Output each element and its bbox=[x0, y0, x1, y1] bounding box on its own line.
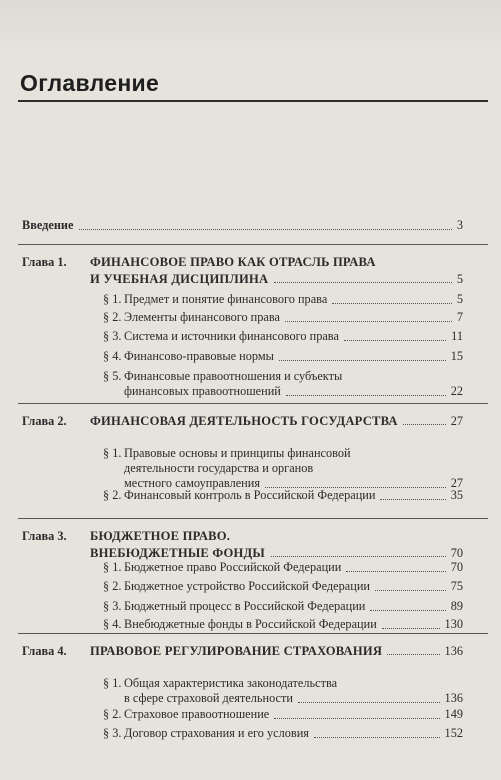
page-number: 89 bbox=[450, 599, 463, 613]
section-title-line: деятельности государства и органов bbox=[124, 461, 314, 475]
section-title-line: Элементы финансового права bbox=[124, 310, 280, 324]
chapter-divider bbox=[18, 518, 488, 519]
chapter-label: Глава 1. bbox=[22, 255, 67, 269]
dot-leader bbox=[332, 303, 452, 304]
dot-leader bbox=[286, 395, 446, 396]
section-title-line: Общая характеристика законодательства bbox=[124, 676, 338, 690]
chapter-title-line: И УЧЕБНАЯ ДИСЦИПЛИНА bbox=[90, 272, 269, 286]
page-number: 75 bbox=[450, 579, 463, 593]
section-number: § 2. bbox=[103, 579, 122, 593]
page-number: 3 bbox=[456, 218, 463, 232]
section-number: § 1. bbox=[103, 676, 122, 690]
chapter-divider bbox=[18, 244, 488, 245]
page-title: Оглавление bbox=[20, 70, 160, 96]
chapter-title-line: ФИНАНСОВАЯ ДЕЯТЕЛЬНОСТЬ ГОСУДАРСТВА bbox=[90, 414, 398, 428]
chapter-title-line: ФИНАНСОВОЕ ПРАВО КАК ОТРАСЛЬ ПРАВА bbox=[90, 255, 376, 269]
page-number: 152 bbox=[444, 726, 463, 740]
dot-leader bbox=[274, 718, 439, 719]
section-number: § 1. bbox=[103, 560, 122, 574]
dot-leader bbox=[344, 340, 446, 341]
section-title-line: Правовые основы и принципы финансовой bbox=[124, 446, 351, 460]
page-number: 15 bbox=[450, 349, 463, 363]
dot-leader bbox=[314, 737, 440, 738]
dot-leader bbox=[387, 654, 440, 655]
dot-leader bbox=[375, 590, 446, 591]
page-number: 136 bbox=[444, 644, 463, 658]
chapter-divider bbox=[18, 403, 488, 404]
section-title-line: Система и источники финансового права bbox=[124, 329, 339, 343]
dot-leader bbox=[274, 282, 452, 283]
faded-header-strip bbox=[0, 0, 501, 58]
chapter-title-line: ВНЕБЮДЖЕТНЫЕ ФОНДЫ bbox=[90, 546, 265, 560]
section-title-line: Бюджетный процесс в Российской Федерации bbox=[124, 599, 366, 613]
dot-leader bbox=[271, 556, 446, 557]
chapter-title-line: БЮДЖЕТНОЕ ПРАВО. bbox=[90, 529, 231, 543]
section-number: § 4. bbox=[103, 349, 122, 363]
chapter-label: Глава 4. bbox=[22, 644, 67, 658]
page-number: 5 bbox=[456, 292, 463, 306]
section-title-line: Бюджетное устройство Российской Федерации bbox=[124, 579, 370, 593]
page-number: 27 bbox=[450, 414, 463, 428]
section-title-line: в сфере страховой деятельности bbox=[124, 691, 293, 705]
dot-leader bbox=[298, 702, 440, 703]
page-number: 22 bbox=[450, 384, 463, 398]
section-number: § 2. bbox=[103, 488, 122, 502]
dot-leader bbox=[285, 321, 452, 322]
section-title-line: финансовых правоотношений bbox=[124, 384, 281, 398]
section-title-line: Страховое правоотношение bbox=[124, 707, 270, 721]
section-number: § 3. bbox=[103, 726, 122, 740]
dot-leader bbox=[370, 610, 445, 611]
title-rule bbox=[18, 100, 488, 102]
section-number: § 3. bbox=[103, 329, 122, 343]
page-number: 136 bbox=[444, 691, 463, 705]
page-number: 27 bbox=[450, 476, 463, 490]
page-number: 130 bbox=[444, 617, 463, 631]
page-number: 149 bbox=[444, 707, 463, 721]
dot-leader bbox=[380, 499, 445, 500]
dot-leader bbox=[79, 229, 451, 230]
chapter-label: Глава 3. bbox=[22, 529, 67, 543]
section-number: § 3. bbox=[103, 599, 122, 613]
section-title-line: местного самоуправления bbox=[124, 476, 260, 490]
page-number: 5 bbox=[456, 272, 463, 286]
section-number: § 1. bbox=[103, 292, 122, 306]
dot-leader bbox=[382, 628, 440, 629]
section-title-line: Договор страхования и его условия bbox=[124, 726, 309, 740]
section-title-line: Финансово-правовые нормы bbox=[124, 349, 274, 363]
section-title-line: Предмет и понятие финансового права bbox=[124, 292, 328, 306]
section-number: § 2. bbox=[103, 707, 122, 721]
section-title-line: Финансовые правоотношения и субъекты bbox=[124, 369, 343, 383]
chapter-title-line: ПРАВОВОЕ РЕГУЛИРОВАНИЕ СТРАХОВАНИЯ bbox=[90, 644, 383, 658]
chapter-divider bbox=[18, 633, 488, 634]
section-number: § 5. bbox=[103, 369, 122, 383]
section-number: § 1. bbox=[103, 446, 122, 460]
intro-label: Введение bbox=[22, 218, 74, 232]
dot-leader bbox=[279, 360, 446, 361]
page-number: 35 bbox=[450, 488, 463, 502]
page-number: 70 bbox=[450, 560, 463, 574]
chapter-label: Глава 2. bbox=[22, 414, 67, 428]
section-title-line: Финансовый контроль в Российской Федерации bbox=[124, 488, 376, 502]
section-number: § 4. bbox=[103, 617, 122, 631]
section-number: § 2. bbox=[103, 310, 122, 324]
page-number: 70 bbox=[450, 546, 463, 560]
page-number: 11 bbox=[451, 329, 463, 343]
section-title-line: Внебюджетные фонды в Российской Федерации bbox=[124, 617, 377, 631]
dot-leader bbox=[403, 424, 446, 425]
page-number: 7 bbox=[456, 310, 463, 324]
dot-leader bbox=[346, 571, 445, 572]
section-title-line: Бюджетное право Российской Федерации bbox=[124, 560, 342, 574]
